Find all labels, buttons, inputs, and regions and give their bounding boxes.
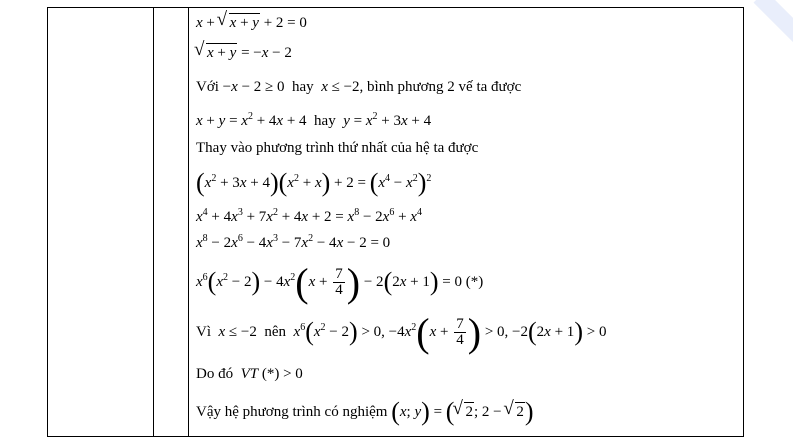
math-line-5: $x^4 + 4x^3 + 7x^2 + 4x + 2 = x^8 - 2x^6 + x^4$ [196,207,422,225]
math-line-6: $x^8 - 2x^6 - 4x^3 - 7x^2 - 4x - 2 = 0$ [196,233,391,251]
column-divider-2 [188,8,189,436]
math-line-7: $x^6(x^2 - 2) - 4x^2(x$ + $\frac{7}{4}$ ) − 2(2x + 1) = 0 (*) [196,260,484,305]
text-line-conclusion: Do đó VT (*) > 0 [196,366,303,382]
solution-content [196,8,739,436]
math-line-4: $(x^2 + 3x + 4)(x^2 + x) + 2 = (x^4 - x^2)^2$ [196,168,432,197]
math-line-2: √ x + y = −x − 2 [196,44,292,62]
text-line-substitute: Thay vào phương trình thứ nhất của hệ ta được [196,140,479,156]
column-divider-1 [153,8,154,436]
solution-table [47,7,744,437]
text-line-answer: Vậy hệ phương trình có nghiệm (x; y) = (√ 2; 2 − √ 2) [196,403,534,421]
math-line-8: Vì x ≤ −2 nên $x^6(x^2 - 2) > 0$, $-4x^2(x$ + $\frac{7}{4}$ ) > 0, −2(2x + 1) > 0 [196,310,607,355]
text-line-condition: Với −x − 2 ≥ 0 hay x ≤ −2, bình phương 2 vế ta được [196,79,522,95]
math-line-3: $x + y = x^2 + 4x + 4$ hay $y = x^2 + 3x + 4$ [196,111,432,129]
math-line-1: x + √ x + y + 2 = 0 [196,14,307,32]
